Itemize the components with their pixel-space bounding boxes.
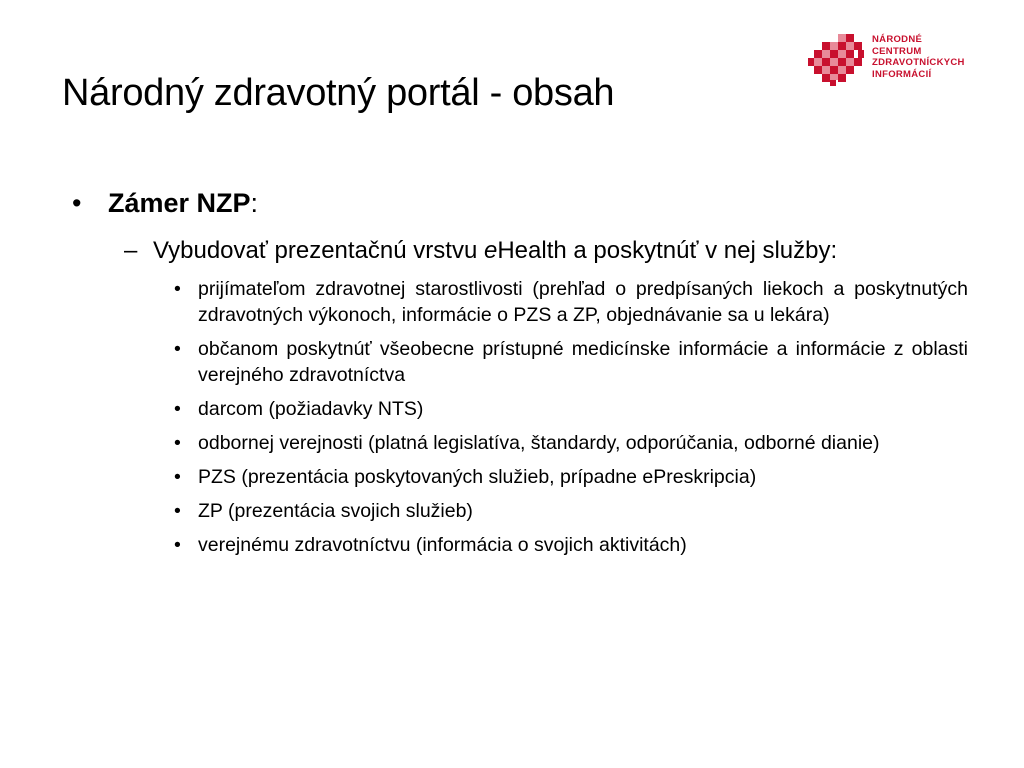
list-item-text: verejnému zdravotníctvu (informácia o svojich aktivitách) xyxy=(198,534,687,556)
list-item xyxy=(68,276,968,328)
list-item-text: darcom (požiadavky NTS) xyxy=(198,398,424,420)
main-bullet xyxy=(68,185,968,221)
checkerboard-logo-icon xyxy=(808,34,866,86)
dash-icon: – xyxy=(124,237,138,264)
bullet-icon: • xyxy=(174,500,181,522)
list-item-text: PZS (prezentácia poskytovaných služieb, prípadne ePreskripcia) xyxy=(198,466,757,488)
logo-line: INFORMÁCIÍ xyxy=(872,68,932,80)
bullet-icon: • xyxy=(174,534,181,556)
logo-line: ZDRAVOTNÍCKYCH xyxy=(872,57,965,68)
bullet-icon: • xyxy=(72,188,82,218)
logo-text xyxy=(872,34,965,80)
list-item-text: občanom poskytnúť všeobecne prístupné medicínske informácie a informácie z oblasti verejného zdravotníctva xyxy=(198,338,968,386)
bullet-icon: • xyxy=(174,466,181,488)
bullet-icon: • xyxy=(174,278,181,300)
sub-bullet-text-before: Vybudovať prezentačnú vrstvu xyxy=(153,237,484,264)
list-item xyxy=(68,498,968,524)
list-item xyxy=(68,430,968,456)
list-item-text: odbornej verejnosti (platná legislatíva, štandardy, odporúčania, odborné dianie) xyxy=(198,432,880,454)
sub-bullet xyxy=(68,235,968,266)
list-item-text: ZP (prezentácia svojich služieb) xyxy=(198,500,473,522)
logo-line: NÁRODNÉ xyxy=(872,34,923,45)
bullet-icon: • xyxy=(174,432,181,454)
list-item xyxy=(68,396,968,422)
service-list xyxy=(68,276,968,558)
bullet-icon: • xyxy=(174,398,181,420)
list-item-text: prijímateľom zdravotnej starostlivosti (prehľad o predpísaných liekoch a poskytnutých zdravotných výkonoch, informácie o PZS a ZP, objednávanie sa u lekára) xyxy=(198,278,968,326)
main-bullet-label: Zámer NZP xyxy=(108,188,251,218)
main-bullet-suffix: : xyxy=(250,188,259,218)
slide-title: Národný zdravotný portál - obsah xyxy=(62,72,615,114)
list-item xyxy=(68,336,968,388)
list-item xyxy=(68,532,968,558)
logo-line: CENTRUM xyxy=(872,45,922,57)
nczi-logo xyxy=(808,34,965,86)
list-item xyxy=(68,464,968,490)
sub-bullet-italic: e xyxy=(483,237,498,264)
slide-content xyxy=(68,185,968,566)
sub-bullet-text-after: Health a poskytnúť v nej služby: xyxy=(497,237,838,264)
bullet-icon: • xyxy=(174,338,181,360)
